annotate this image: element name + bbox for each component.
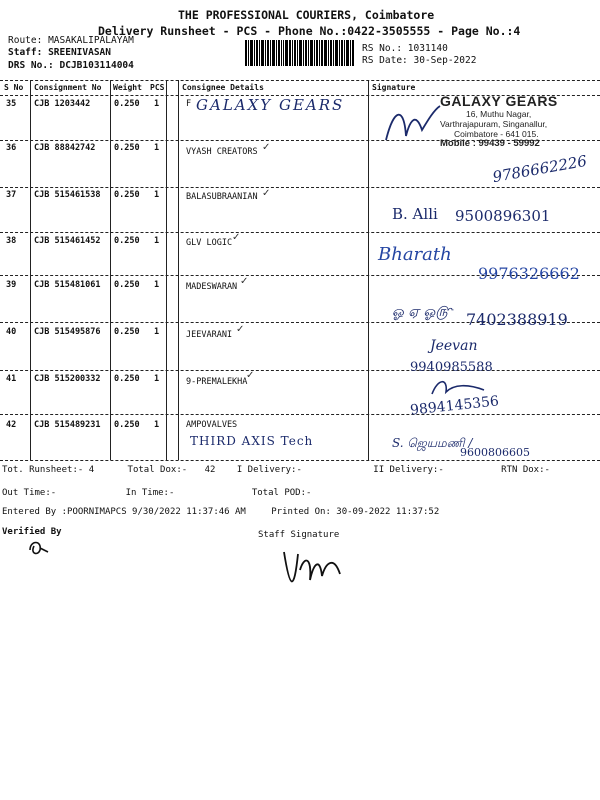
row-consignee: F	[186, 99, 192, 109]
row-rule	[0, 414, 600, 415]
row-sno: 36	[6, 143, 17, 153]
row-consignee: JEEVARANI	[186, 330, 233, 340]
signature-mark: ஓ ஏ ஓ௹	[392, 304, 453, 320]
times-line	[2, 488, 311, 498]
row-weight: 0.250	[114, 327, 140, 337]
i-delivery: I Delivery:-	[236, 465, 302, 475]
route-line	[8, 35, 134, 46]
check-mark-icon: ✓	[236, 324, 245, 335]
table-bottom-rule	[0, 460, 600, 461]
stamp-address-line: Coimbatore - 641 015.	[454, 129, 539, 139]
row-consignment: CJB 515481061	[34, 280, 101, 290]
col-header-consignment: Consignment No	[34, 83, 102, 92]
row-rule	[0, 370, 600, 371]
row-sno: 41	[6, 374, 17, 384]
row-consignee: MADESWARAN	[186, 282, 238, 292]
row-weight: 0.250	[114, 420, 140, 430]
row-pcs: 1	[154, 327, 160, 337]
stamp-name: GALAXY GEARS	[440, 93, 558, 109]
row-sno: 37	[6, 190, 17, 200]
rs-date-value: 30-Sep-2022	[413, 55, 477, 66]
row-consignment: CJB 515200332	[34, 374, 101, 384]
handwritten-phone: 9500896301	[455, 207, 551, 225]
col-header-signature: Signature	[372, 83, 416, 92]
row-consignment: CJB 88842742	[34, 143, 96, 153]
row-pcs: 1	[154, 99, 160, 109]
row-consignee: GLV LOGIC	[186, 238, 233, 248]
row-consignment: CJB 515495876	[34, 327, 101, 337]
check-mark-icon: ✓	[262, 188, 271, 199]
rs-no-value: 1031140	[407, 43, 448, 54]
total-dox-label: Total Dox:-	[127, 465, 188, 475]
total-pod: Total POD:-	[251, 488, 312, 498]
handwritten-signature: B. Alli	[392, 205, 438, 223]
handwritten-phone: 9976326662	[478, 264, 580, 283]
handwritten-consignee: THIRD AXIS Tech	[190, 434, 314, 448]
handwritten-signature: Jeevan	[430, 338, 478, 354]
row-consignee: VYASH CREATORS	[186, 147, 258, 157]
handwritten-phone: 9600806605	[460, 446, 530, 459]
row-consignment: CJB 1203442	[34, 99, 91, 109]
row-weight: 0.250	[114, 143, 140, 153]
col-divider	[368, 80, 369, 460]
row-sno: 40	[6, 327, 17, 337]
row-weight: 0.250	[114, 280, 140, 290]
row-pcs: 1	[154, 143, 160, 153]
row-pcs: 1	[154, 374, 160, 384]
check-mark-icon: ✓	[246, 370, 255, 381]
stamp-mobile: Mobile : 99439 - 59992	[440, 138, 540, 149]
staff-line	[8, 47, 111, 58]
rs-no-label: RS No.:	[362, 43, 403, 54]
rs-date-line	[362, 55, 476, 66]
company-stamp	[440, 93, 590, 153]
verifier-signature	[26, 536, 52, 558]
signature-mark: S. ஜெயமணி /	[392, 436, 473, 450]
row-sno: 35	[6, 99, 17, 109]
row-weight: 0.250	[114, 190, 140, 200]
staff-signature-label: Staff Signature	[258, 530, 340, 540]
stamp-address-line: Varthrajapuram, Singanallur,	[440, 119, 548, 129]
row-weight: 0.250	[114, 236, 140, 246]
row-sno: 39	[6, 280, 17, 290]
row-weight: 0.250	[114, 99, 140, 109]
signature-scribble	[376, 100, 446, 150]
check-mark-icon: ✓	[232, 232, 241, 243]
handwritten-phone: 9786662226	[491, 151, 589, 187]
tot-runsheet: Tot. Runsheet:- 4	[2, 465, 95, 475]
row-rule	[0, 232, 600, 233]
row-pcs: 1	[154, 190, 160, 200]
col-divider	[110, 80, 111, 460]
ii-delivery: II Delivery:-	[373, 465, 444, 475]
col-divider	[178, 80, 179, 460]
row-consignment: CJB 515461538	[34, 190, 101, 200]
verified-by-label: Verified By	[2, 527, 62, 537]
rs-number-line	[362, 43, 448, 54]
staff-value: SREENIVASAN	[48, 47, 111, 58]
col-header-weight: Weight	[113, 83, 142, 92]
rtn-dox: RTN Dox:-	[501, 465, 550, 475]
row-consignment: CJB 515461452	[34, 236, 101, 246]
handwritten-phone: 7402388919	[466, 310, 568, 329]
table-top-rule	[0, 80, 600, 81]
row-pcs: 1	[154, 236, 160, 246]
row-consignee: BALASUBRAANIAN	[186, 192, 258, 202]
col-divider	[30, 80, 31, 460]
out-time: Out Time:-	[2, 488, 57, 498]
check-mark-icon: ✓	[262, 142, 271, 153]
row-pcs: 1	[154, 420, 160, 430]
stamp-address-line: 16, Muthu Nagar,	[466, 109, 532, 119]
row-sno: 42	[6, 420, 17, 430]
row-sno: 38	[6, 236, 17, 246]
totals-line	[2, 465, 550, 475]
check-mark-icon: ✓	[240, 276, 249, 287]
row-consignee: 9-PREMALEKHA	[186, 377, 248, 387]
barcode-image	[245, 40, 355, 66]
printed-on: Printed On: 30-09-2022 11:37:52	[271, 507, 440, 517]
company-title: THE PROFESSIONAL COURIERS, Coimbatore	[178, 8, 435, 22]
col-divider	[166, 80, 167, 460]
entered-by: Entered By :POORNIMAPCS 9/30/2022 11:37:46 AM	[2, 507, 246, 517]
col-header-sno: S No	[4, 83, 24, 92]
staff-label: Staff:	[8, 47, 43, 58]
in-time: In Time:-	[125, 488, 175, 498]
runsheet-title: Delivery Runsheet - PCS - Phone No.:0422-3505555 - Page No.:4	[98, 24, 521, 38]
handwritten-phone: 9894145356	[409, 393, 500, 419]
row-pcs: 1	[154, 280, 160, 290]
col-header-pcs: PCS	[150, 83, 165, 92]
rs-date-label: RS Date:	[362, 55, 408, 66]
total-dox-value: 42	[204, 465, 216, 475]
entry-line	[2, 507, 439, 517]
drs-value: DCJB103114004	[59, 60, 134, 71]
handwritten-signature: Bharath	[378, 244, 452, 265]
row-consignee: AMPOVALVES	[186, 420, 238, 430]
drs-label: DRS No.:	[8, 60, 54, 71]
col-header-consignee: Consignee Details	[182, 83, 264, 92]
drs-line	[8, 60, 134, 71]
handwritten-consignee: GALAXY GEARS	[196, 96, 345, 114]
route-label: Route:	[8, 35, 43, 46]
staff-signature-scribble	[280, 540, 350, 600]
route-value: MASAKALIPALAYAM	[48, 35, 134, 46]
handwritten-phone: 9940985588	[410, 360, 493, 375]
row-weight: 0.250	[114, 374, 140, 384]
row-rule	[0, 187, 600, 188]
row-consignment: CJB 515489231	[34, 420, 101, 430]
